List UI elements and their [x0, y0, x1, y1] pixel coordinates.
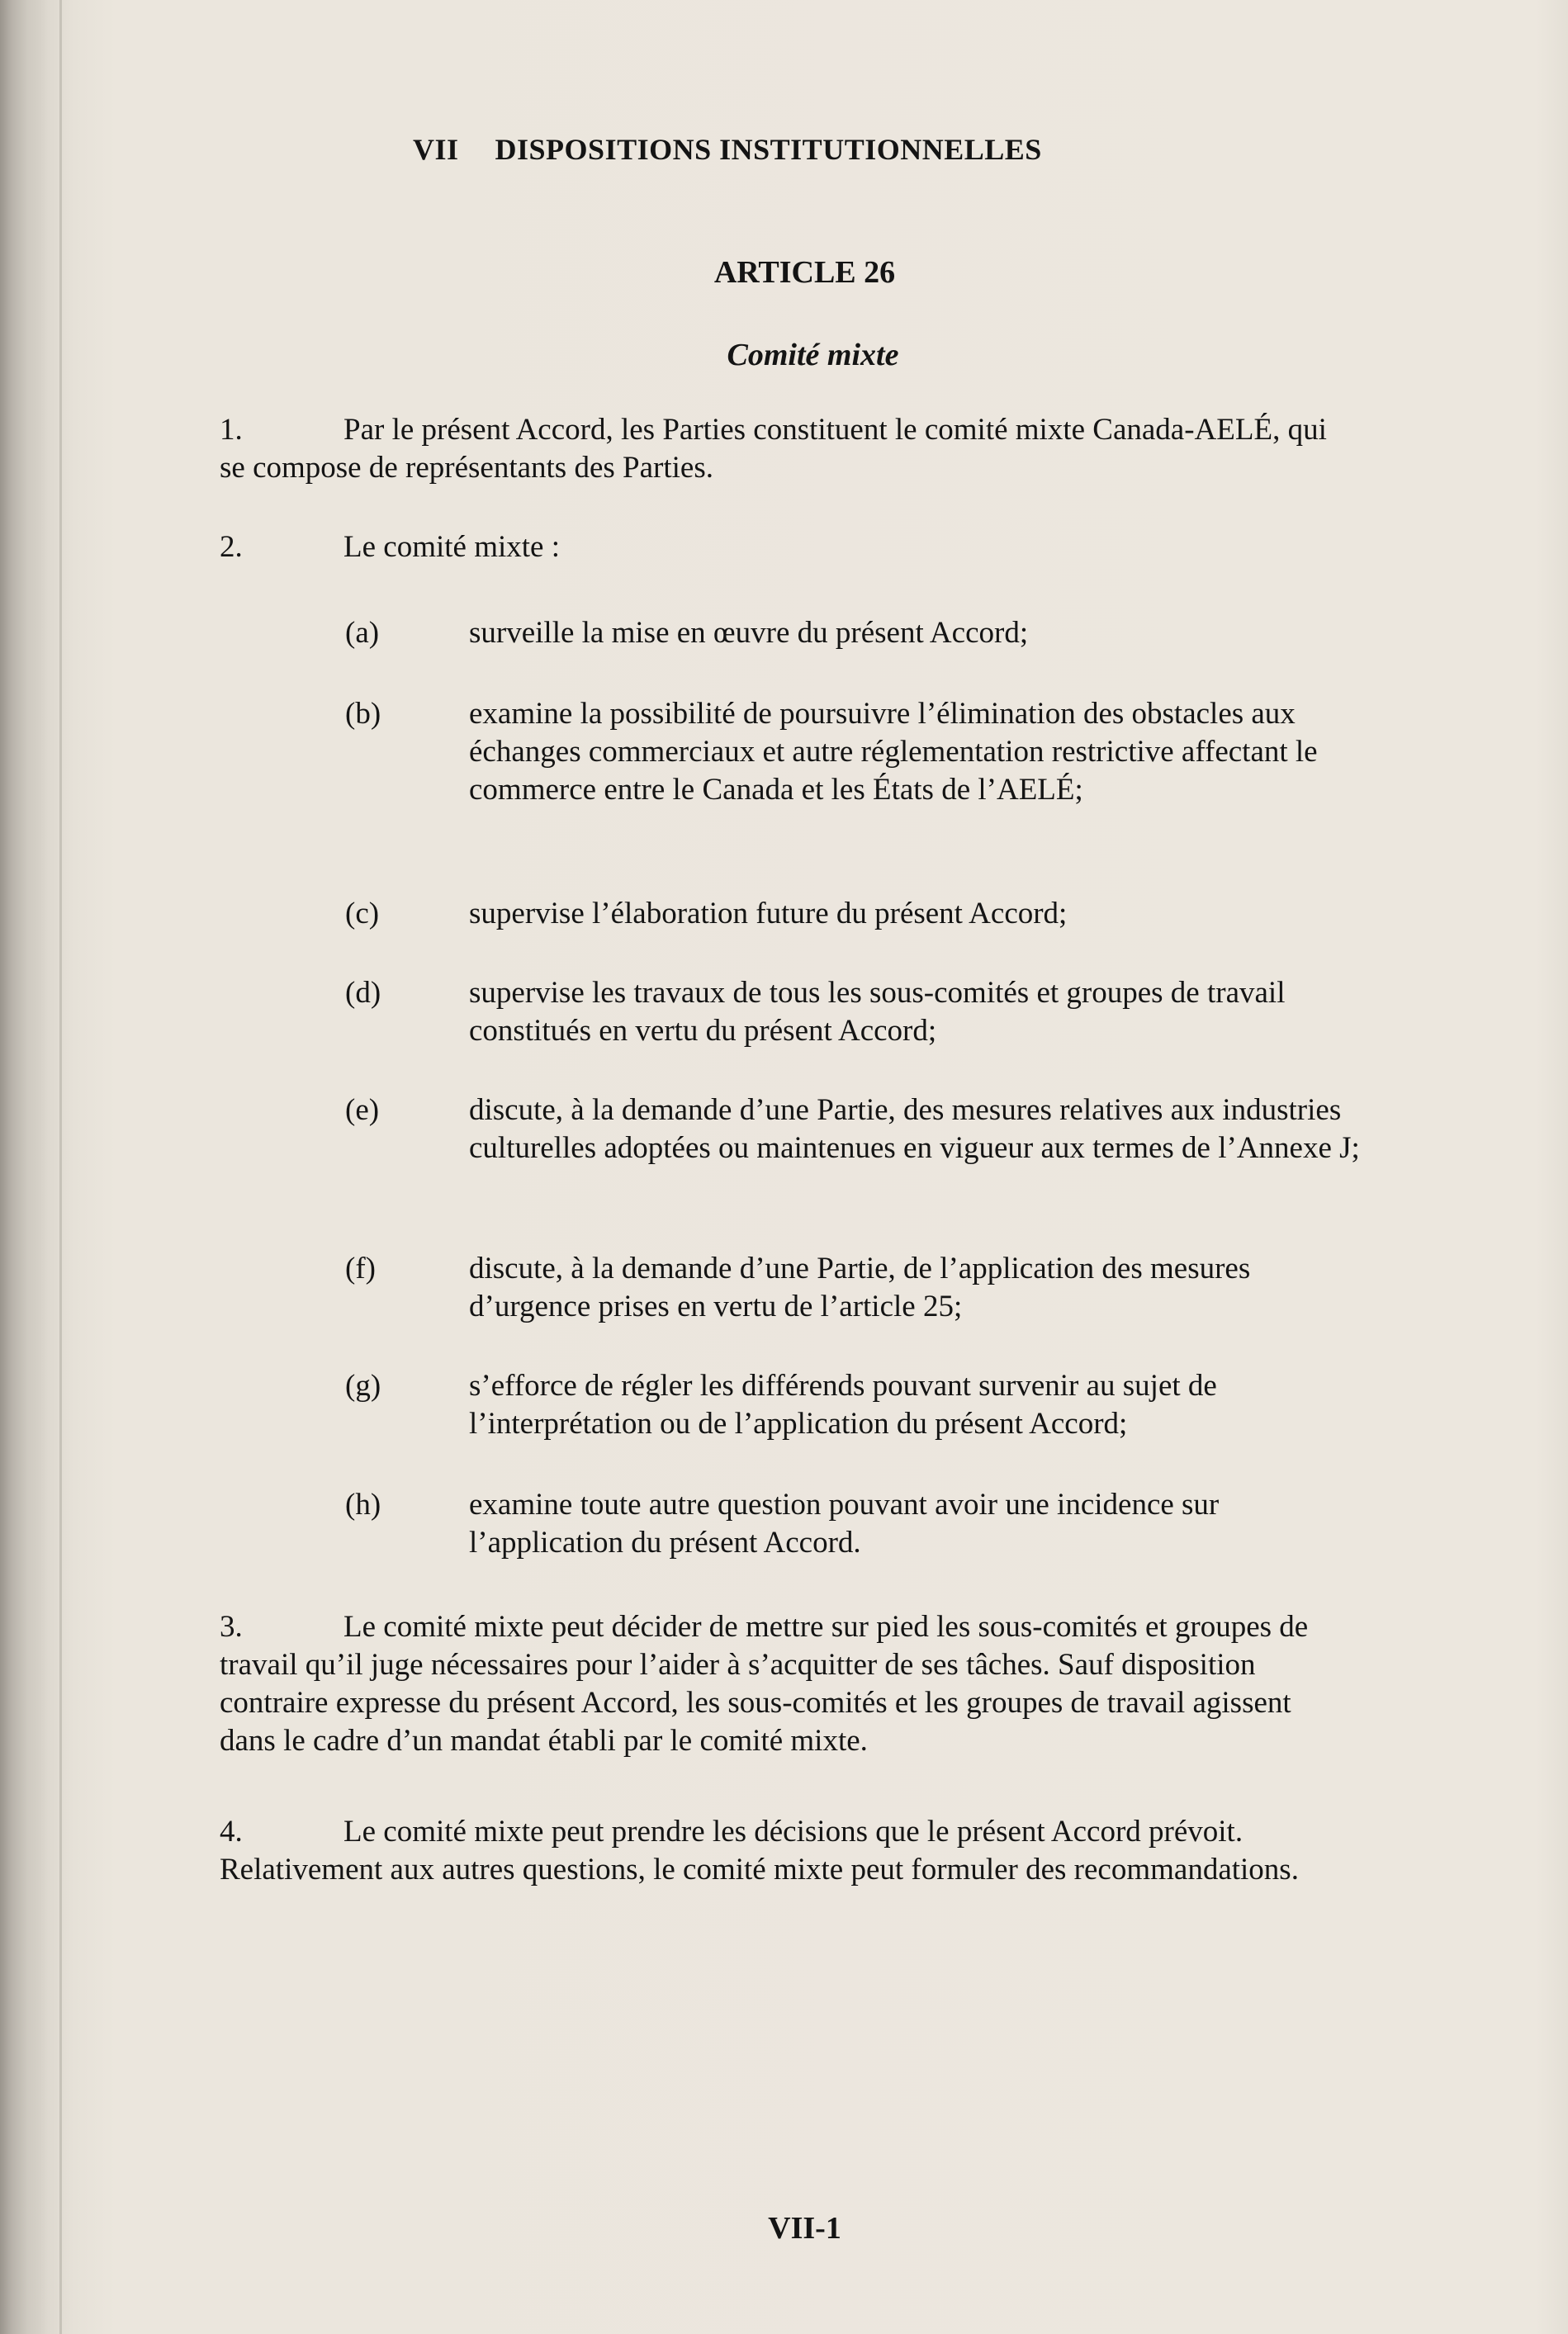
article-subtitle-text: Comité mixte [727, 338, 899, 372]
article-subtitle [0, 337, 1568, 373]
list-item-letter: (d) [345, 976, 381, 1010]
paragraph-text: Le comité mixte peut prendre les décisions que le présent Accord prévoit. Relativement aux autres questions, le comité mixte peut formuler des recommandations. [220, 1815, 1299, 1887]
list-item-letter: (a) [345, 616, 380, 650]
article-title-text: ARTICLE 26 [713, 255, 896, 290]
paragraph-3 [220, 1608, 1343, 1760]
page-footer [0, 2210, 1568, 2246]
part-number: VII [413, 133, 459, 166]
paragraph-number: 1. [220, 413, 243, 447]
list-item-text: examine toute autre question pouvant avoir une incidence sur l’application du présent Accord. [469, 1488, 1220, 1560]
list-item-letter: (b) [345, 697, 381, 731]
paragraph-number: 3. [220, 1610, 243, 1644]
paragraph-4 [220, 1813, 1343, 1889]
part-title: DISPOSITIONS INSTITUTIONNELLES [495, 133, 1042, 166]
list-item-text: discute, à la demande d’une Partie, des mesures relatives aux industries culturelles adoptées ou maintenues en vigueur aux termes de l’Annexe J; [469, 1093, 1360, 1165]
paragraph-text: Le comité mixte peut décider de mettre sur pied les sous-comités et groupes de travail qu’il juge nécessaires pour l’aider à s’acquitter de ses tâches. Sauf disposition contraire expresse du présent Accord, les sous-comités et les groupes de travail agissent dans le cadre d’un mandat établi par le comité mixte. [220, 1610, 1309, 1758]
paragraph-text: Le comité mixte : [343, 530, 560, 564]
list-item-letter: (e) [345, 1093, 380, 1127]
list-item-letter: (g) [345, 1369, 381, 1403]
list-item-letter: (h) [345, 1488, 381, 1522]
paragraph-text: Par le présent Accord, les Parties constituent le comité mixte Canada-AELÉ, qui se compose de représentants des Parties. [220, 413, 1327, 485]
list-item-letter: (f) [345, 1252, 376, 1285]
list-item-text: discute, à la demande d’une Partie, de l’application des mesures d’urgence prises en vertu de l’article 25; [469, 1252, 1251, 1323]
paragraph-number: 4. [220, 1815, 243, 1849]
paragraph-number: 2. [220, 530, 243, 564]
list-item-text: supervise l’élaboration future du présent Accord; [469, 897, 1068, 930]
paragraph-2 [220, 528, 1343, 566]
paragraph-1 [220, 411, 1343, 487]
list-item-text: surveille la mise en œuvre du présent Accord; [469, 616, 1029, 650]
list-item-text: supervise les travaux de tous les sous-comités et groupes de travail constitués en vertu du présent Accord; [469, 976, 1286, 1048]
article-title [0, 254, 1568, 291]
page-number: VII-1 [768, 2211, 841, 2246]
part-heading [413, 132, 1042, 167]
list-item-text: s’efforce de régler les différends pouvant survenir au sujet de l’interprétation ou de l’application du présent Accord; [469, 1369, 1217, 1441]
list-item-letter: (c) [345, 897, 380, 930]
list-item-text: examine la possibilité de poursuivre l’élimination des obstacles aux échanges commerciaux et autre réglementation restrictive affectant le commerce entre le Canada et les États de l’AELÉ; [469, 697, 1318, 807]
